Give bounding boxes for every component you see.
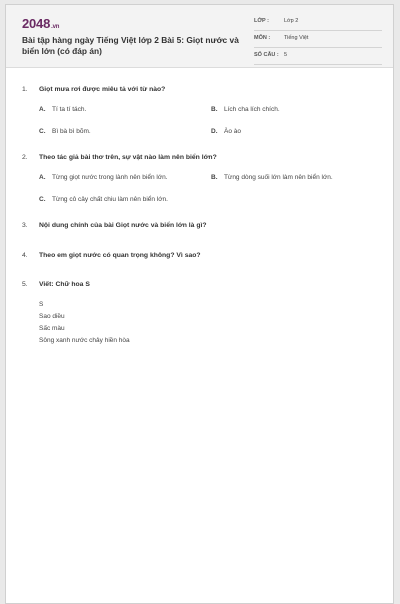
meta-label: SỐ CÂU : xyxy=(254,52,279,58)
answer-line: Sấc màu xyxy=(39,325,65,332)
question-number: 4. xyxy=(22,252,28,259)
question-text: Viết: Chữ hoa S xyxy=(39,281,90,288)
document-header xyxy=(6,5,393,68)
meta-row-count xyxy=(254,50,382,65)
page-title: Bài tập hàng ngày Tiếng Việt lớp 2 Bài 5: Giọt nước và biển lớn (có đáp án) xyxy=(22,35,239,56)
option-c[interactable]: C. Bì bà bì bõm. xyxy=(39,128,91,135)
metadata-panel xyxy=(254,16,382,67)
question-text: Theo em giọt nước có quan trọng không? Vì sao? xyxy=(39,252,201,259)
question-number: 3. xyxy=(22,222,28,229)
option-c[interactable]: C. Từng cô cây chất chiu làm nên biển lớn. xyxy=(39,196,168,203)
meta-value: 5 xyxy=(284,52,288,58)
option-a[interactable]: A. Tí ta tí tách. xyxy=(39,106,87,113)
question-number: 1. xyxy=(22,86,28,93)
answer-line: Sao diều xyxy=(39,313,65,320)
question-number: 5. xyxy=(22,281,28,288)
question-number: 2. xyxy=(22,154,28,161)
meta-value: Lớp 2 xyxy=(284,18,299,24)
meta-label: MÔN : xyxy=(254,35,271,41)
answer-line: S xyxy=(39,301,44,308)
site-logo[interactable]: 2048.vn xyxy=(22,16,60,31)
meta-label: LỚP : xyxy=(254,18,269,24)
meta-value: Tiếng Việt xyxy=(284,35,309,41)
meta-row-grade xyxy=(254,16,382,31)
meta-row-subject xyxy=(254,33,382,48)
option-b[interactable]: B. Lích cha lích chích. xyxy=(211,106,280,113)
question-text: Giọt mưa rơi được miêu tả với từ nào? xyxy=(39,86,166,93)
question-text: Nội dung chính của bài Giọt nước và biển lớn là gì? xyxy=(39,222,207,229)
option-d[interactable]: D. Ào ào xyxy=(211,128,241,135)
document-page xyxy=(5,4,394,604)
question-text: Theo tác giả bài thơ trên, sự vật nào làm nên biển lớn? xyxy=(39,154,217,161)
option-a[interactable]: A. Từng giọt nước trong lành nên biển lớn. xyxy=(39,174,168,181)
option-b[interactable]: B. Từng dòng suối lớn làm nên biển lớn. xyxy=(211,174,333,181)
answer-line: Sông xanh nước chảy hiền hòa xyxy=(39,337,130,344)
